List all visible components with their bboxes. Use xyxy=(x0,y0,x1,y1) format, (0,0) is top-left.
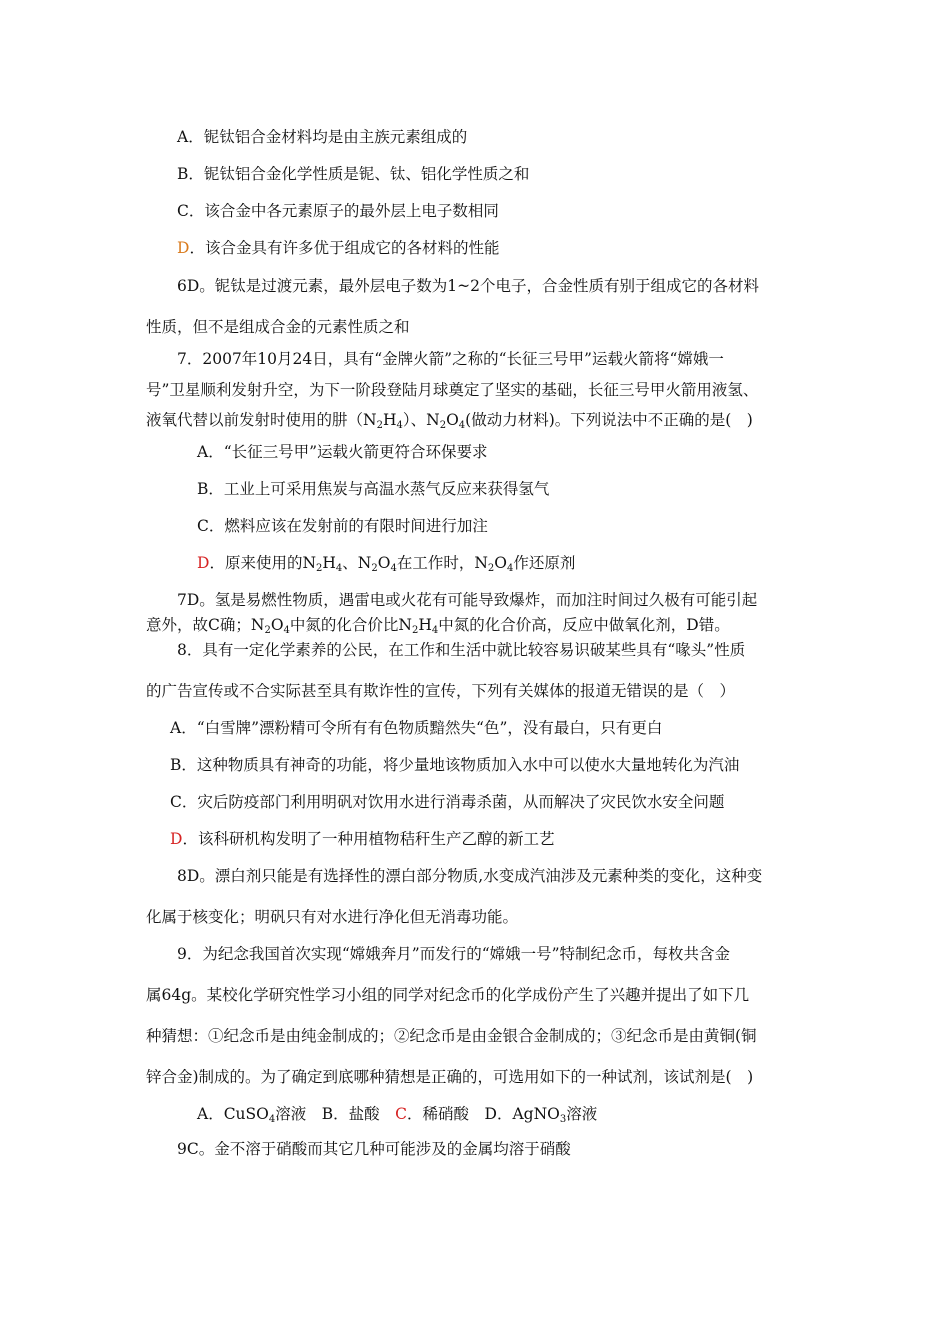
q9-stem-line-4: 锌合金)制成的。为了确定到底哪种猜想是正确的，可选用如下的一种试剂，该试剂是( ) xyxy=(146,1068,754,1086)
q6-answer-line-2: 性质，但不是组成合金的元素性质之和 xyxy=(146,318,410,336)
q9-stem-line-1: 9．为纪念我国首次实现“嫦娥奔月”而发行的“嫦娥一号”特制纪念币，每枚共含金 xyxy=(177,945,731,963)
q7-stem3-sub: 2 xyxy=(439,420,447,431)
q6-option-b: B．铌钛铝合金化学性质是铌、钛、铝化学性质之和 xyxy=(177,165,530,183)
q7-d-sub: 2 xyxy=(316,563,323,574)
q7-ans2-sub: 2 xyxy=(264,625,271,636)
q6-option-d xyxy=(177,238,499,258)
q7-option-c: C．燃料应该在发射前的有限时间进行加注 xyxy=(197,517,488,535)
q7-answer-line-2 xyxy=(146,615,730,635)
q9-option-a-sub: 4 xyxy=(268,1114,276,1125)
q8-option-d-text: ．该科研机构发明了一种用植物秸秆生产乙醇的新工艺 xyxy=(182,830,555,848)
q7-ans2-b: O xyxy=(270,616,284,634)
q7-d-g: 作还原剂 xyxy=(513,554,576,572)
q7-ans2-sub: 4 xyxy=(431,625,439,636)
q7-stem3-sub: 4 xyxy=(458,420,466,431)
q8-option-b: B．这种物质具有神奇的功能，将少量地该物质加入水中可以使水大量地转化为汽油 xyxy=(170,756,740,774)
q9-option-d-text: 溶液 xyxy=(566,1105,598,1123)
q7-option-a: A．“长征三号甲”运载火箭更符合环保要求 xyxy=(197,443,488,461)
q9-option-c-letter: C xyxy=(395,1105,408,1123)
q8-option-a: A．“白雪牌”漂粉精可令所有有色物质黯然失“色”，没有最白，只有更白 xyxy=(170,719,663,737)
q8-option-c: C．灾后防疫部门利用明矾对饮用水进行消毒杀菌，从而解决了灾民饮水安全问题 xyxy=(170,793,725,811)
q6-option-d-letter: D xyxy=(177,239,190,257)
q9-option-a-text: A．CuSO xyxy=(197,1105,269,1123)
q7-d-sub: 4 xyxy=(335,563,343,574)
q7-answer-line-1: 7D。氢是易燃性物质，遇雷电或火花有可能导致爆炸，而加注时间过久极有可能引起 xyxy=(177,591,758,609)
q9-stem-line-3: 种猜想：①纪念币是由纯金制成的；②纪念币是由金银合金制成的；③纪念币是由黄铜(铜 xyxy=(146,1027,757,1045)
q7-stem3-b: H xyxy=(382,411,397,429)
q7-d-c: 、N xyxy=(342,554,372,572)
q7-option-d xyxy=(197,553,575,573)
q7-option-b: B．工业上可采用焦炭与高温水蒸气反应来获得氢气 xyxy=(197,480,550,498)
q7-ans2-e: 中氮的化合价高，反应中做氧化剂，D错。 xyxy=(438,616,730,634)
q7-stem-line-3 xyxy=(146,410,753,430)
q7-stem3-c: ）、N xyxy=(402,411,440,429)
q6-option-a: A．铌钛铝合金材料均是由主族元素组成的 xyxy=(177,128,468,146)
q6-answer-line-1: 6D。铌钛是过渡元素，最外层电子数为1~2个电子，合金性质有别于组成它的各材料 xyxy=(177,277,760,295)
q7-stem3-a: 液氧代替以前发射时使用的肼（N xyxy=(146,411,377,429)
q9-stem-line-2: 属64g。某校化学研究性学习小组的同学对纪念币的化学成份产生了兴趣并提出了如下几 xyxy=(146,986,750,1004)
q7-ans2-c: 中氮的化合价比N xyxy=(289,616,412,634)
q7-ans2-a: 意外，故C确；N xyxy=(146,616,265,634)
q7-ans2-sub: 2 xyxy=(411,625,419,636)
q8-option-d xyxy=(170,829,554,849)
q7-ans2-sub: 4 xyxy=(283,625,290,636)
q9-option-d-sub: 3 xyxy=(559,1114,567,1125)
q7-stem-line-1: 7．2007年10月24日，具有“金牌火箭”之称的“长征三号甲”运载火箭将“嫦娥一 xyxy=(177,350,724,368)
q7-d-f: O xyxy=(494,554,508,572)
q9-answer: 9C。金不溶于硝酸而其它几种可能涉及的金属均溶于硝酸 xyxy=(177,1140,571,1158)
q7-stem-line-2: 号”卫星顺利发射升空，为下一阶段登陆月球奠定了坚实的基础，长征三号甲火箭用液氢、 xyxy=(146,381,759,399)
q7-d-e: 在工作时，N xyxy=(396,554,488,572)
q7-stem3-d: O xyxy=(446,411,459,429)
q7-d-d: O xyxy=(377,554,391,572)
q8-answer-line-2: 化属于核变化；明矾只有对水进行净化但无消毒功能。 xyxy=(146,908,519,926)
q6-option-c: C．该合金中各元素原子的最外层上电子数相同 xyxy=(177,202,499,220)
q6-option-d-text: ．该合金具有许多优于组成它的各材料的性能 xyxy=(189,239,500,257)
q8-answer-line-1: 8D。漂白剂只能是有选择性的漂白部分物质,水变成汽油涉及元素种类的变化，这种变 xyxy=(177,867,763,885)
q7-stem3-sub: 4 xyxy=(396,420,403,431)
q7-stem3-sub: 2 xyxy=(376,420,383,431)
q7-d-a: ．原来使用的N xyxy=(209,554,317,572)
q9-option-b-text: 溶液 B．盐酸 xyxy=(275,1105,396,1123)
q8-option-d-letter: D xyxy=(170,830,183,848)
q7-d-sub: 2 xyxy=(487,563,495,574)
q7-d-sub: 4 xyxy=(390,563,397,574)
q7-option-d-letter: D xyxy=(197,554,210,572)
q9-options xyxy=(197,1104,597,1124)
q9-option-c-text: ．稀硝酸 D．AgNO xyxy=(407,1105,560,1123)
q7-d-sub: 4 xyxy=(507,563,514,574)
q7-d-sub: 2 xyxy=(371,563,378,574)
q8-stem-line-1: 8．具有一定化学素养的公民，在工作和生活中就比较容易识破某些具有“喙头”性质 xyxy=(177,641,746,659)
q8-stem-line-2: 的广告宣传或不合实际甚至具有欺诈性的宣传，下列有关媒体的报道无错误的是（ ） xyxy=(146,682,736,700)
q7-ans2-d: H xyxy=(418,616,432,634)
q7-d-b: H xyxy=(322,554,336,572)
q7-stem3-e: (做动力材料)。下列说法中不正确的是( ) xyxy=(465,411,753,429)
